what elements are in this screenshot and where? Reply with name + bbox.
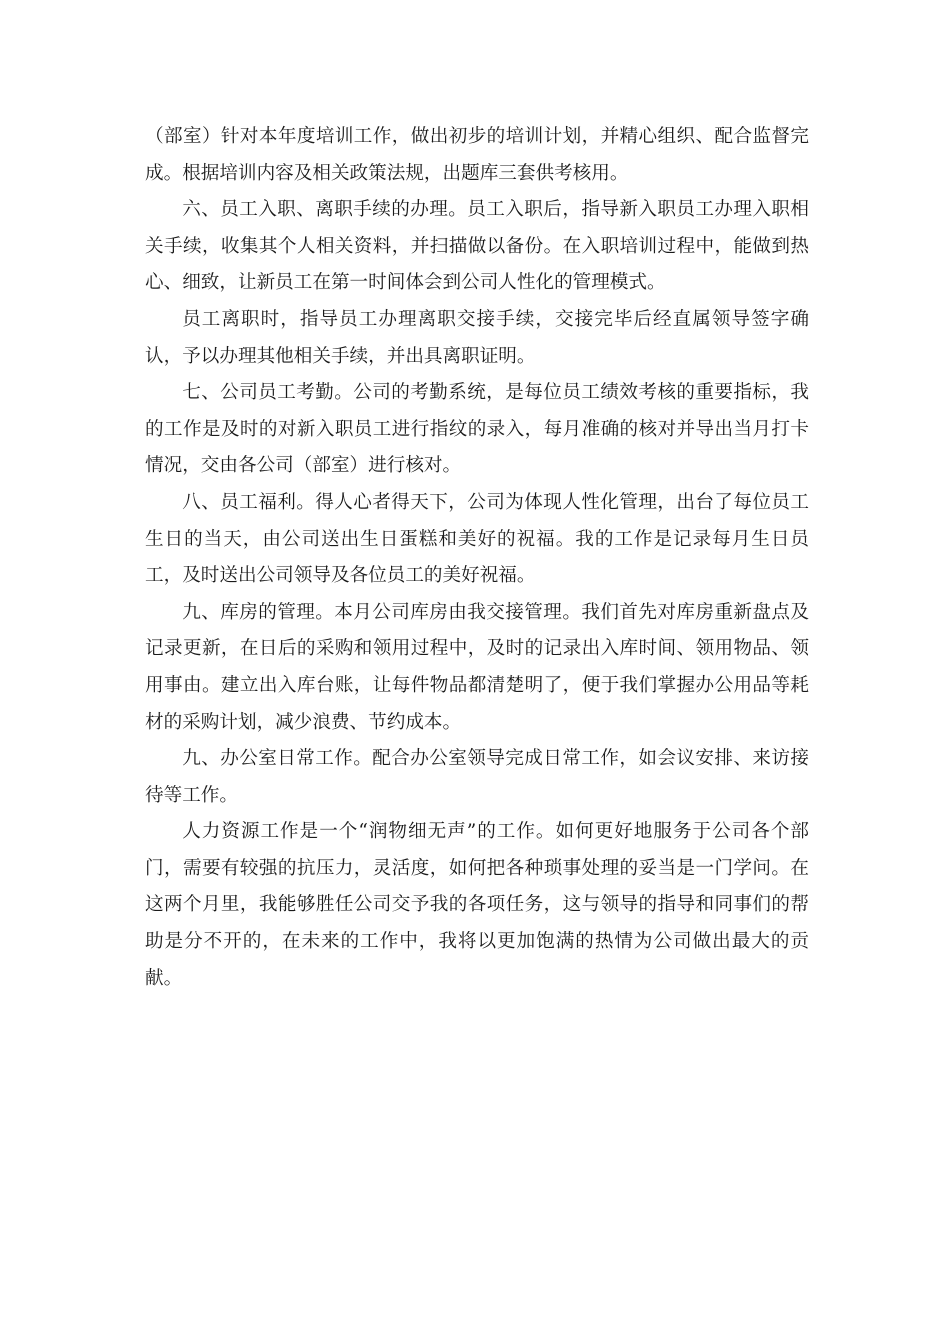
document-body xyxy=(145,119,809,997)
paragraph-training-plan: （部室）针对本年度培训工作，做出初步的培训计划，并精心组织、配合监督完成。根据培训内容及相关政策法规，出题库三套供考核用。 xyxy=(145,126,809,184)
paragraph-office-work: 九、办公室日常工作。配合办公室领导完成日常工作，如会议安排、来访接待等工作。 xyxy=(145,748,809,806)
paragraph-attendance: 七、公司员工考勤。公司的考勤系统，是每位员工绩效考核的重要指标，我的工作是及时的对新入职员工进行指纹的录入，每月准确的核对并导出当月打卡情况，交由各公司（部室）进行核对。 xyxy=(145,382,809,477)
paragraph-resignation: 员工离职时，指导员工办理离职交接手续，交接完毕后经直属领导签字确认，予以办理其他相关手续，并出具离职证明。 xyxy=(145,308,809,367)
paragraph-onboarding: 六、员工入职、离职手续的办理。员工入职后，指导新入职员工办理入职相关手续，收集其个人相关资料，并扫描做以备份。在入职培训过程中，能做到热心、细致，让新员工在第一时间体会到公司人性化的管理模式。 xyxy=(145,199,809,294)
paragraph-warehouse: 九、库房的管理。本月公司库房由我交接管理。我们首先对库房重新盘点及记录更新，在日后的采购和领用过程中，及时的记录出入库时间、领用物品、领用事由。建立出入库台账，让每件物品都清楚明了，便于我们掌握办公用品等耗材的采购计划，减少浪费、节约成本。 xyxy=(145,601,809,733)
paragraph-conclusion: 人力资源工作是一个“润物细无声”的工作。如何更好地服务于公司各个部门，需要有较强的抗压力，灵活度，如何把各种琐事处理的妥当是一门学问。在这两个月里，我能够胜任公司交予我的各项任务，这与领导的指导和同事们的帮助是分不开的，在未来的工作中，我将以更加饱满的热情为公司做出最大的贡献。 xyxy=(145,821,809,989)
paragraph-welfare: 八、员工福利。得人心者得天下，公司为体现人性化管理，出台了每位员工生日的当天，由公司送出生日蛋糕和美好的祝福。我的工作是记录每月生日员工，及时送出公司领导及各位员工的美好祝福。 xyxy=(145,491,809,587)
